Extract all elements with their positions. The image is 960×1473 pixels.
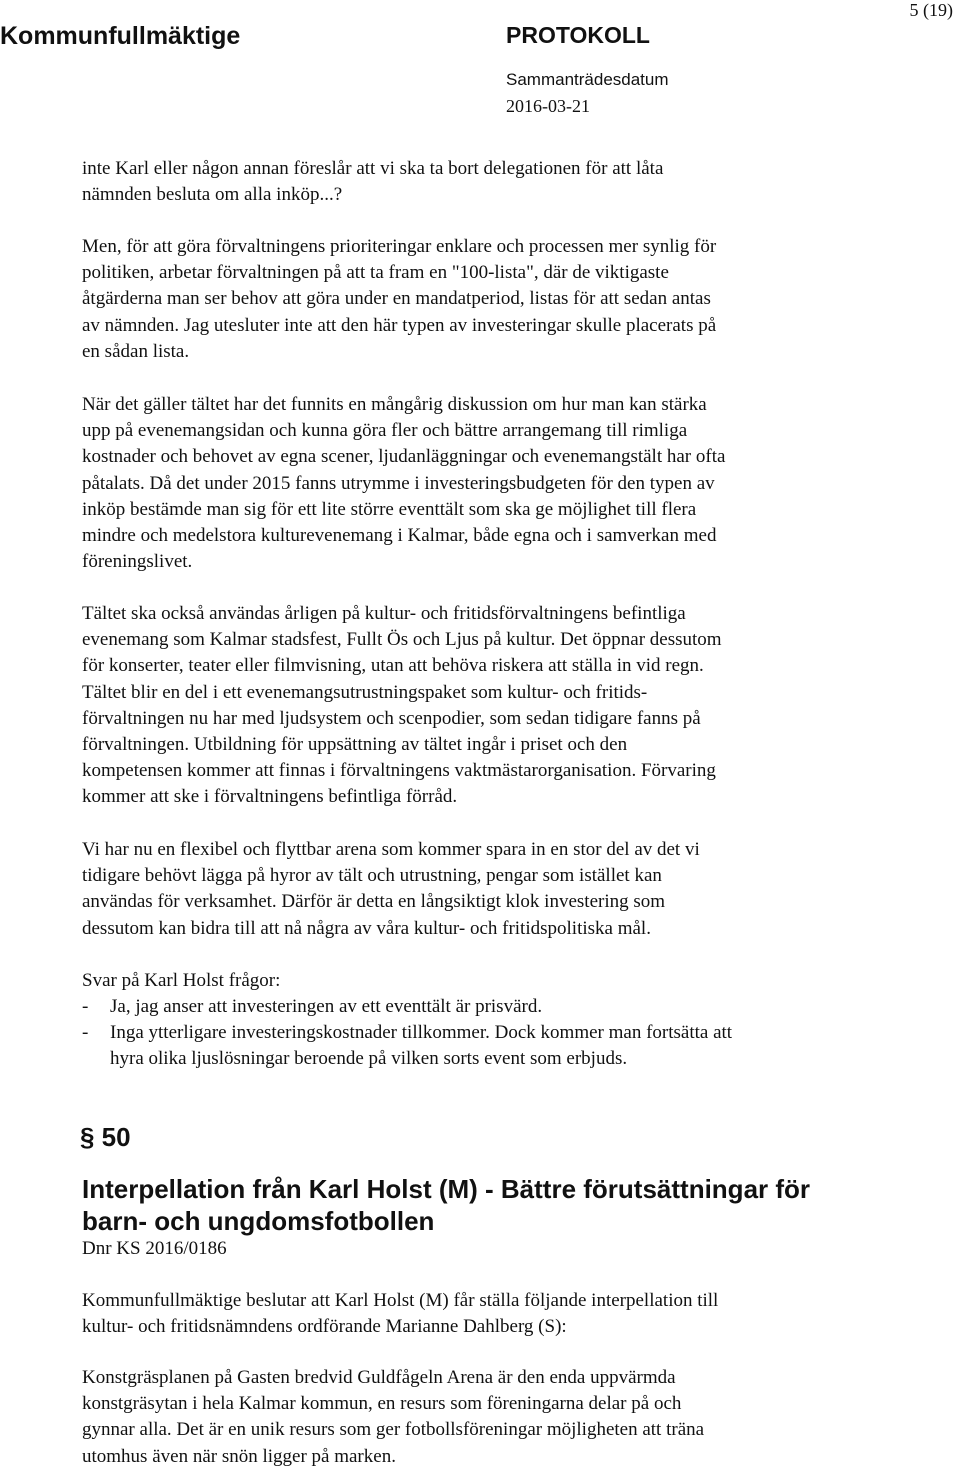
text-line: Tältet blir en del i ett evenemangsutrustningspaket som kultur- och fritids-: [82, 681, 648, 703]
paragraph-2: [82, 234, 882, 365]
text-line: en sådan lista.: [82, 340, 190, 362]
text-line: föreningslivet.: [82, 551, 193, 573]
answers-heading: [82, 968, 882, 994]
text-line: tidigare behövt lägga på hyror av tält och utrustning, pengar som istället kan: [82, 865, 662, 887]
header-date: 2016-03-21: [506, 96, 590, 116]
text-line: för konserter, teater eller filmvisning, utan att behöva riskera att ställa in vid regn.: [82, 655, 704, 677]
paragraph-4: [82, 601, 882, 811]
text-line: nämnden besluta om alla inköp...?: [82, 184, 343, 206]
text-line: påtalats. Då det under 2015 fanns utrymme i investeringsbudgeten för den typen av: [82, 472, 715, 494]
text-line: upp på evenemangsidan och kunna göra fler och bättre arrangemang till rimliga: [82, 420, 688, 442]
dnr: [82, 1236, 882, 1262]
text-line: Vi har nu en flexibel och flyttbar arena som kommer spara in en stor del av det vi: [82, 839, 700, 860]
header-doc-type: PROTOKOLL: [506, 22, 650, 48]
page-number: 5 (19): [909, 0, 953, 20]
text-line: När det gäller tältet har det funnits en mångårig diskussion om hur man kan stärka: [82, 394, 707, 415]
list-dash: -: [82, 996, 89, 1017]
dnr-text: Dnr KS 2016/0186: [82, 1238, 227, 1259]
text-line: utomhus även när snön ligger på marken.: [82, 1445, 396, 1467]
text-line: evenemang som Kalmar stadsfest, Fullt Ös och Ljus på kultur. Det öppnar dessutom: [82, 629, 722, 651]
text-line: kultur- och fritidsnämndens ordförande Marianne Dahlberg (S):: [82, 1316, 567, 1338]
text-line: konstgräsytan i hela Kalmar kommun, en resurs som föreningarna delar på och: [82, 1393, 682, 1415]
text-line: Men, för att göra förvaltningens prioriteringar enklare och processen mer synlig för: [82, 236, 717, 257]
text-line: kommer att ske i förvaltningens befintliga förråd.: [82, 786, 458, 808]
section-title: [82, 1173, 810, 1237]
section-number: § 50: [80, 1122, 131, 1152]
text-line: Ja, jag anser att investeringen av ett eventtält är prisvärd.: [110, 996, 543, 1017]
section-title-line: Interpellation från Karl Holst (M) - Bättre förutsättningar för: [82, 1174, 811, 1204]
text-line: kostnader och behovet av egna scener, ljudanläggningar och evenemangstält har ofta: [82, 446, 726, 468]
text-line: inte Karl eller någon annan föreslår att vi ska ta bort delegationen för att låta: [82, 158, 664, 179]
text-line: Svar på Karl Holst frågor:: [82, 970, 281, 991]
text-line: politiken, arbetar förvaltningen på att ta fram en "100-lista", där de viktigaste: [82, 262, 669, 284]
text-line: Inga ytterligare investeringskostnader tillkommer. Dock kommer man fortsätta att: [110, 1022, 733, 1043]
section-paragraph-1: [82, 1288, 882, 1340]
answer-item-1: [82, 994, 882, 1021]
text-line: dessutom kan bidra till att nå några av våra kultur- och fritidspolitiska mål.: [82, 917, 651, 939]
paragraph-5: [82, 837, 882, 942]
text-line: förvaltningen nu har med ljudsystem och scenpodier, som sedan tidigare fanns på: [82, 707, 701, 729]
text-line: förvaltningen. Utbildning för uppsättning av tältet ingår i priset och den: [82, 734, 628, 756]
paragraph-1: [82, 156, 882, 208]
paragraph-3: [82, 392, 882, 575]
text-line: inköp bestämde man sig för ett lite större eventtält som ska ge möjlighet till flera: [82, 498, 697, 520]
text-line: kompetensen kommer att finnas i förvaltningens vaktmästarorganisation. Förvaring: [82, 760, 716, 782]
header-org: Kommunfullmäktige: [0, 22, 241, 50]
text-line: åtgärderna man ser behov att göra under en mandatperiod, listas för att sedan antas: [82, 288, 711, 310]
text-line: Konstgräsplanen på Gasten bredvid Guldfågeln Arena är den enda uppvärmda: [82, 1367, 676, 1388]
section-paragraph-2: [82, 1365, 882, 1470]
text-line: gynnar alla. Det är en unik resurs som ger fotbollsföreningar möjligheten att träna: [82, 1419, 705, 1441]
answer-item-2: [82, 1020, 882, 1074]
text-line: mindre och medelstora kulturevenemang i Kalmar, både egna och i samverkan med: [82, 525, 717, 547]
text-line: av nämnden. Jag utesluter inte att den här typen av investeringar skulle placerats på: [82, 314, 717, 336]
text-line: Kommunfullmäktige beslutar att Karl Holst (M) får ställa följande interpellation till: [82, 1290, 719, 1311]
list-dash: -: [82, 1022, 89, 1043]
text-line: hyra olika ljuslösningar beroende på vilken sorts event som erbjuds.: [110, 1048, 628, 1069]
section-title-line: barn- och ungdomsfotbollen: [82, 1206, 435, 1236]
text-line: användas för verksamhet. Därför är detta en långsiktigt klok investering som: [82, 891, 666, 913]
text-line: Tältet ska också användas årligen på kultur- och fritidsförvaltningens befintliga: [82, 603, 686, 624]
header-date-label: Sammanträdesdatum: [506, 70, 669, 89]
